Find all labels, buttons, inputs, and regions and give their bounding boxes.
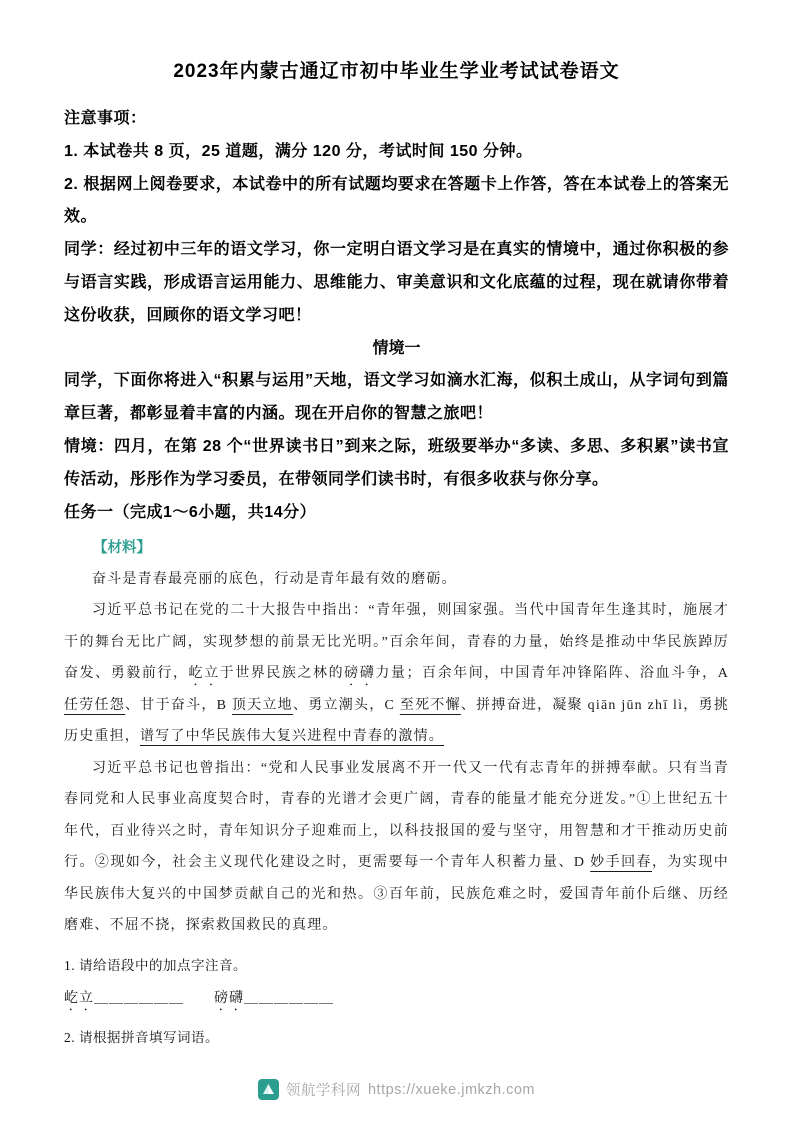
- scenario-context-paragraph: 情境：四月，在第 28 个“世界读书日”到来之际，班级要举办“多读、多思、多积累”读书宣传活动，彤彤作为学习委员，在带领同学们读书时，有很多收获与你分享。: [64, 437, 729, 488]
- page-title: 2023年内蒙古通辽市初中毕业生学业考试试卷语文: [173, 61, 620, 82]
- footer-watermark: [0, 1079, 793, 1100]
- question-2-text: 2. 请根据拼音填写词语。: [64, 1029, 219, 1045]
- question-1-text: 1. 请给语段中的加点字注音。: [64, 957, 247, 973]
- scenario-one-heading: 情境一: [372, 339, 421, 357]
- task-one-heading: 任务一（完成1～6小题，共14分）: [64, 503, 317, 521]
- footer-site-url: https://xueke.jmkzh.com: [367, 1081, 536, 1098]
- notice-heading: 注意事项：: [64, 110, 147, 127]
- site-logo-icon: [258, 1079, 279, 1100]
- footer-site-name: 领航学科网: [285, 1083, 361, 1099]
- material-paragraph-1: 奋斗是青春最亮丽的底色，行动是青年最有效的磨砺。: [92, 571, 457, 587]
- question-1-answer-blanks: 屹立＿＿＿＿＿＿ 磅礴＿＿＿＿＿＿: [64, 990, 334, 1006]
- material-label: 【材料】: [93, 540, 151, 557]
- notice-item-2: 2. 根据网上阅卷要求，本试卷中的所有试题均要求在答题卡上作答，答在本试卷上的答案无效。: [64, 175, 729, 226]
- scenario-intro-paragraph: 同学，下面你将进入“积累与运用”天地，语文学习如滴水汇海，似积土成山，从字词句到篇章巨著，都彰显着丰富的内涵。现在开启你的智慧之旅吧！: [64, 372, 729, 423]
- material-section: [64, 533, 729, 941]
- intro-paragraph: 同学：经过初中三年的语文学习，你一定明白语文学习是在真实的情境中，通过你积极的参与语言实践，形成语言运用能力、思维能力、审美意识和文化底蕴的过程，现在就请你带着这份收获，回顾你的语文学习吧！: [64, 241, 729, 324]
- material-paragraph-3: 习近平总书记也曾指出：“党和人民事业发展离不开一代又一代有志青年的拼搏奉献。只有当青春同党和人民事业高度契合时，青春的光谱才会更广阔，青春的能量才能充分迸发。”①上世纪五十年代，百业待兴之时，青年知识分子迎难而上，以科技报国的爱与坚守，用智慧和才干推动历史前行。②现如今，社会主义现代化建设之时，更需要每一个青年人积蓄力量、D 妙手回春，为实现中华民族伟大复兴的中国梦贡献自己的光和热。③百年前，民族危难之时，爱国青年前仆后继、历经磨难、不屈不挠，探索救国救民的真理。: [64, 760, 729, 934]
- material-paragraph-2: 习近平总书记在党的二十大报告中指出：“青年强，则国家强。当代中国青年生逢其时，施展才干的舞台无比广阔，实现梦想的前景无比光明。”百余年间，青春的力量，始终是推动中华民族踔厉奋发、勇毅前行，屹立于世界民族之林的磅礴力量；百余年间，中国青年冲锋陷阵、浴血斗争，A 任劳任怨、甘于奋斗，B 顶天立地、勇立潮头，C 至死不懈、拼搏奋进，凝聚 qiān jūn zhī lì，勇挑历史重担，谱写了中华民族伟大复兴进程中青春的激情。: [64, 603, 730, 745]
- notice-item-1: 1. 本试卷共 8 页，25 道题，满分 120 分，考试时间 150 分钟。: [64, 142, 533, 160]
